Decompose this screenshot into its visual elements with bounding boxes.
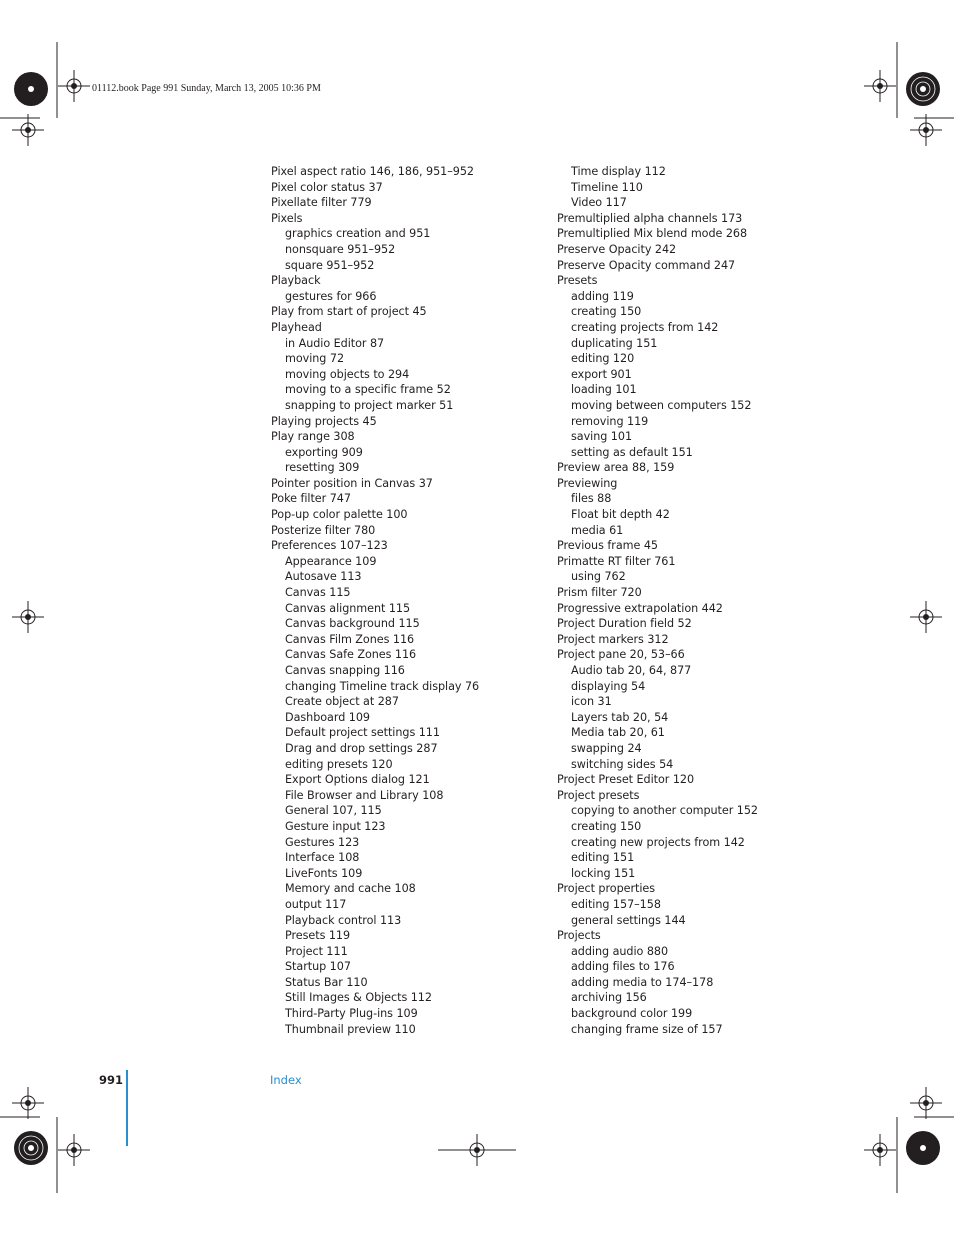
- index-subentry: Default project settings 111: [285, 726, 440, 740]
- index-subentry: Gesture input 123: [285, 819, 386, 833]
- index-subentry: Dashboard 109: [285, 710, 370, 724]
- registration-starburst-icon: [905, 1130, 941, 1166]
- index-entry: Premultiplied alpha channels 173: [557, 211, 743, 225]
- index-entry: Preview area 88, 159: [557, 461, 675, 475]
- index-subentry: editing presets 120: [285, 757, 393, 771]
- index-entry: Project properties: [557, 882, 656, 896]
- index-subentry: Canvas snapping 116: [285, 664, 405, 677]
- index-subentry: Drag and drop settings 287: [285, 741, 438, 755]
- index-entry: Project Preset Editor 120: [557, 773, 695, 787]
- index-subentry: gestures for 966: [285, 289, 377, 303]
- index-subentry: nonsquare 951–952: [285, 242, 396, 256]
- registration-crosshair-icon: [12, 1087, 44, 1119]
- index-entry: Pointer position in Canvas 37: [271, 476, 433, 490]
- index-subentry: background color 199: [571, 1007, 693, 1021]
- section-label: Index: [270, 1073, 302, 1087]
- index-entry: Primatte RT filter 761: [557, 554, 676, 568]
- index-subentry: Playback control 113: [285, 913, 402, 927]
- index-subentry: loading 101: [571, 383, 637, 397]
- index-subentry: moving 72: [285, 352, 345, 366]
- registration-starburst-icon: [13, 1130, 49, 1166]
- registration-starburst-icon: [905, 71, 941, 107]
- index-subentry: Canvas Film Zones 116: [285, 632, 415, 646]
- index-subentry: Presets 119: [285, 929, 351, 943]
- index-subentry: square 951–952: [285, 258, 375, 272]
- index-subentry: Interface 108: [285, 851, 360, 865]
- index-subentry: Float bit depth 42: [571, 508, 670, 522]
- index-subentry: copying to another computer 152: [571, 804, 758, 818]
- index-entry: Project pane 20, 53–66: [557, 648, 685, 662]
- index-entry: Posterize filter 780: [271, 523, 376, 537]
- index-subentry: Still Images & Objects 112: [285, 991, 432, 1005]
- index-entry: Preferences 107–123: [271, 539, 388, 553]
- index-subentry: editing 157–158: [571, 897, 661, 911]
- index-subentry: Layers tab 20, 54: [571, 710, 669, 724]
- index-entry: Prism filter 720: [557, 586, 642, 600]
- page-number: 991: [99, 1073, 124, 1087]
- index-subentry: media 61: [571, 523, 624, 537]
- index-subentry: editing 151: [571, 851, 635, 865]
- index-entry: Project Duration field 52: [557, 617, 692, 631]
- index-subentry: Appearance 109: [285, 554, 377, 568]
- index-entry: Progressive extrapolation 442: [557, 601, 723, 615]
- index-subentry: adding media to 174–178: [571, 975, 714, 989]
- index-entry: Preserve Opacity command 247: [557, 258, 736, 272]
- index-subentry: setting as default 151: [571, 445, 693, 459]
- registration-crosshair-icon: [58, 1134, 90, 1166]
- index-subentry: LiveFonts 109: [285, 866, 363, 880]
- index-subentry: resetting 309: [285, 461, 360, 475]
- registration-crosshair-icon: [864, 70, 896, 102]
- index-subentry: displaying 54: [571, 679, 646, 693]
- index-entry: Preserve Opacity 242: [557, 242, 677, 256]
- registration-crosshair-icon: [910, 1087, 942, 1119]
- index-subentry: moving objects to 294: [285, 367, 410, 381]
- registration-crosshair-icon: [58, 70, 90, 102]
- index-subentry: Autosave 113: [285, 570, 362, 584]
- index-subentry: Memory and cache 108: [285, 882, 416, 896]
- index-subentry: graphics creation and 951: [285, 227, 431, 241]
- index-subentry: locking 151: [571, 866, 636, 880]
- index-subentry: creating 150: [571, 819, 642, 833]
- index-subentry: output 117: [285, 897, 347, 911]
- index-subentry: creating projects from 142: [571, 320, 719, 334]
- index-subentry: File Browser and Library 108: [285, 788, 444, 802]
- registration-crosshair-icon: [910, 114, 942, 146]
- index-subentry: Thumbnail preview 110: [285, 1022, 416, 1036]
- index-subentry: Time display 112: [571, 165, 666, 178]
- index-subentry: moving between computers 152: [571, 398, 752, 412]
- index-subentry: adding files to 176: [571, 960, 675, 974]
- index-subentry: Canvas alignment 115: [285, 601, 411, 615]
- index-subentry: snapping to project marker 51: [285, 398, 454, 412]
- index-subentry: using 762: [571, 570, 626, 584]
- index-subentry: Third-Party Plug-ins 109: [285, 1007, 418, 1021]
- print-slug: 01112.book Page 991 Sunday, March 13, 2005 10:36 PM: [92, 83, 321, 94]
- index-subentry: creating 150: [571, 305, 642, 319]
- index-entry: Pixel aspect ratio 146, 186, 951–952: [271, 165, 474, 178]
- index-subentry: Create object at 287: [285, 695, 399, 709]
- index-entry: Project presets: [557, 788, 640, 802]
- registration-crosshair-icon: [12, 601, 44, 633]
- index-entry: Pixellate filter 779: [271, 196, 372, 210]
- index-subentry: Timeline 110: [571, 180, 643, 194]
- index-subentry: archiving 156: [571, 991, 647, 1005]
- index-subentry: icon 31: [571, 695, 612, 709]
- index-entry: Previewing: [557, 476, 618, 490]
- index-subentry: moving to a specific frame 52: [285, 383, 451, 397]
- index-entry: Play from start of project 45: [271, 305, 427, 319]
- index-subentry: swapping 24: [571, 741, 642, 755]
- index-entry: Playhead: [271, 320, 322, 334]
- index-entry: Playback: [271, 274, 321, 288]
- index-entry: Premultiplied Mix blend mode 268: [557, 227, 748, 241]
- index-entry: Pop-up color palette 100: [271, 508, 408, 522]
- index-subentry: General 107, 115: [285, 804, 382, 818]
- index-subentry: Media tab 20, 61: [571, 726, 665, 740]
- index-subentry: in Audio Editor 87: [285, 336, 385, 350]
- index-subentry: export 901: [571, 367, 632, 381]
- index-subentry: Gestures 123: [285, 835, 360, 849]
- index-subentry: Canvas background 115: [285, 617, 420, 631]
- index-subentry: Audio tab 20, 64, 877: [571, 664, 692, 677]
- index-entry: Project markers 312: [557, 632, 669, 646]
- index-subentry: Status Bar 110: [285, 975, 368, 989]
- index-subentry: general settings 144: [571, 913, 686, 927]
- index-subentry: adding audio 880: [571, 944, 669, 958]
- registration-starburst-icon: [13, 71, 49, 107]
- index-subentry: Project 111: [285, 944, 348, 958]
- index-entry: Play range 308: [271, 430, 355, 444]
- crop-mark-horizontal: [438, 1149, 516, 1151]
- index-subentry: saving 101: [571, 430, 633, 444]
- index-entry: Presets: [557, 274, 598, 288]
- index-subentry: duplicating 151: [571, 336, 658, 350]
- index-entry: Pixels: [271, 211, 303, 225]
- index-subentry: files 88: [571, 492, 612, 506]
- index-entry: Poke filter 747: [271, 492, 351, 506]
- index-subentry: removing 119: [571, 414, 649, 428]
- index-subentry: Canvas 115: [285, 586, 351, 600]
- index-subentry: changing Timeline track display 76: [285, 679, 480, 693]
- registration-crosshair-icon: [910, 601, 942, 633]
- index-subentry: editing 120: [571, 352, 635, 366]
- index-subentry: adding 119: [571, 289, 634, 303]
- index-subentry: switching sides 54: [571, 757, 674, 771]
- index-subentry: Startup 107: [285, 960, 351, 974]
- index-entry: Playing projects 45: [271, 414, 377, 428]
- index-entry: Pixel color status 37: [271, 180, 383, 194]
- index-subentry: exporting 909: [285, 445, 363, 459]
- index-subentry: Export Options dialog 121: [285, 773, 430, 787]
- registration-crosshair-icon: [864, 1134, 896, 1166]
- index-entry: Projects: [557, 929, 601, 943]
- index-subentry: creating new projects from 142: [571, 835, 745, 849]
- index-subentry: Video 117: [571, 196, 627, 210]
- index-subentry: Canvas Safe Zones 116: [285, 648, 417, 662]
- index-entry: Previous frame 45: [557, 539, 658, 553]
- index-subentry: changing frame size of 157: [571, 1022, 723, 1036]
- registration-crosshair-icon: [12, 114, 44, 146]
